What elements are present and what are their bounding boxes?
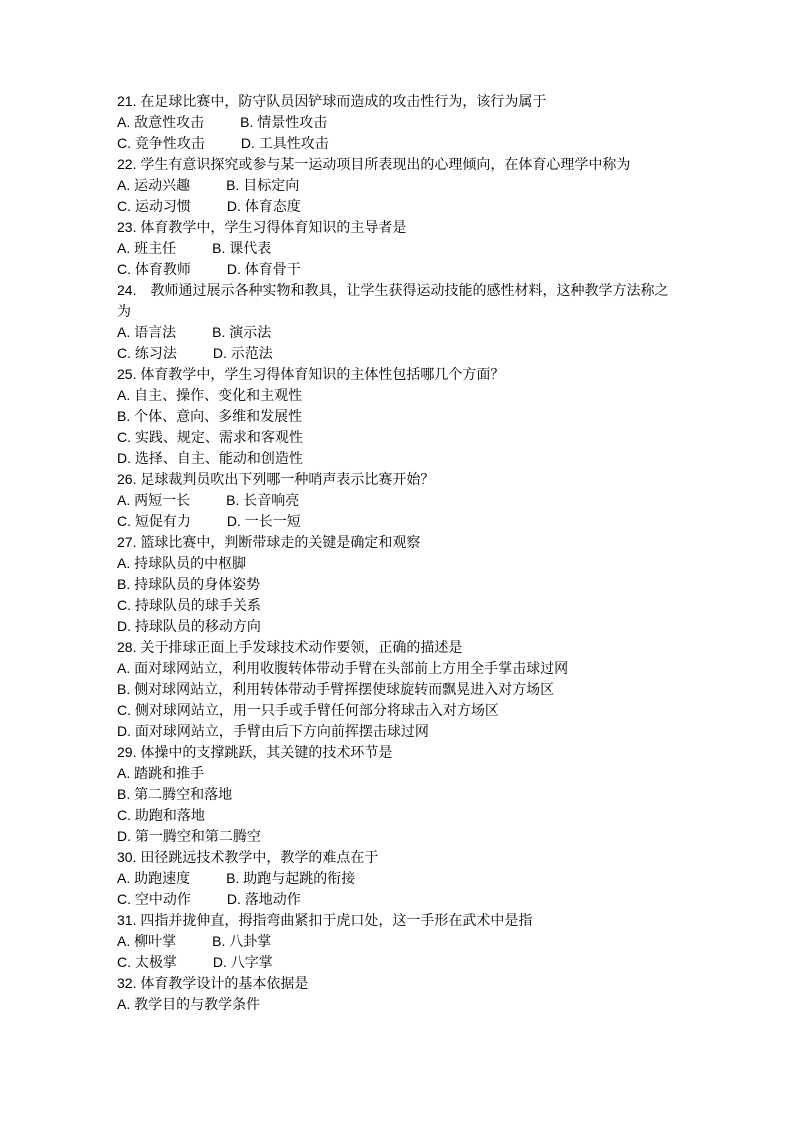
option-text: D. 体育态度 [226, 198, 301, 214]
option-row [117, 406, 737, 427]
option-text: D. 示范法 [212, 345, 273, 361]
option-row [117, 805, 737, 826]
question-stem-line: 21. 在足球比赛中，防守队员因铲球而造成的攻击性行为，该行为属于 [117, 93, 547, 109]
option-text: D. 体育骨干 [226, 261, 301, 277]
question-block-32 [117, 973, 737, 1015]
option-text: D. 选择、自主、能动和创造性 [117, 450, 303, 466]
option-text: A. 教学目的与教学条件 [117, 996, 261, 1012]
question-stem-line: 26. 足球裁判员吹出下列哪一种哨声表示比赛开始？ [117, 471, 435, 487]
option-text: C. 实践、规定、需求和客观性 [117, 429, 303, 445]
question-stem-line: 23. 体育教学中，学生习得体育知识的主导者是 [117, 219, 407, 235]
question-block-31 [117, 910, 737, 973]
option-row [117, 238, 737, 259]
option-row [117, 721, 737, 742]
question-block-30 [117, 847, 737, 910]
option-text: D. 一长一短 [226, 513, 301, 529]
option-text: A. 敌意性攻击 [117, 114, 205, 130]
option-text: B. 持球队员的身体姿势 [117, 576, 261, 592]
option-text: B. 课代表 [212, 240, 272, 256]
option-row [117, 553, 737, 574]
option-text: B. 八卦掌 [212, 933, 272, 949]
option-row [117, 616, 737, 637]
exam-questions-list [117, 91, 737, 1015]
option-text: B. 侧对球网站立，利用转体带动手臂挥摆使球旋转而飘晃进入对方场区 [117, 681, 555, 697]
option-row [117, 574, 737, 595]
question-block-26 [117, 469, 737, 532]
option-row [117, 343, 737, 364]
option-row [117, 490, 737, 511]
option-text: B. 助跑与起跳的衔接 [226, 870, 356, 886]
option-text: A. 班主任 [117, 240, 177, 256]
option-row [117, 322, 737, 343]
option-text: C. 体育教师 [117, 261, 191, 277]
option-text: A. 两短一长 [117, 492, 191, 508]
option-row [117, 763, 737, 784]
question-stem-line: 25. 体育教学中，学生习得体育知识的主体性包括哪几个方面？ [117, 366, 505, 382]
question-block-23 [117, 217, 737, 280]
question-stem-line: 29. 体操中的支撑跳跃，其关键的技术环节是 [117, 744, 393, 760]
option-text: A. 语言法 [117, 324, 177, 340]
option-row [117, 931, 737, 952]
option-text: A. 助跑速度 [117, 870, 191, 886]
option-row [117, 952, 737, 973]
option-row [117, 658, 737, 679]
option-row [117, 700, 737, 721]
question-stem-line: 32. 体育教学设计的基本依据是 [117, 975, 309, 991]
option-text: D. 面对球网站立，手臂由后下方向前挥摆击球过网 [117, 723, 429, 739]
question-stem-line: 27. 篮球比赛中，判断带球走的关键是确定和观察 [117, 534, 421, 550]
option-text: C. 练习法 [117, 345, 177, 361]
option-text: C. 竞争性攻击 [117, 135, 205, 151]
question-stem-line: 28. 关于排球正面上手发球技术动作要领，正确的描述是 [117, 639, 463, 655]
option-row [117, 826, 737, 847]
question-stem-line: 22. 学生有意识探究或参与某一运动项目所表现出的心理倾向，在体育心理学中称为 [117, 156, 631, 172]
option-text: A. 踏跳和推手 [117, 765, 205, 781]
option-text: D. 持球队员的移动方向 [117, 618, 261, 634]
option-row [117, 133, 737, 154]
option-text: B. 演示法 [212, 324, 272, 340]
question-block-24 [117, 280, 737, 364]
option-text: B. 长音响亮 [226, 492, 300, 508]
option-text: A. 持球队员的中枢脚 [117, 555, 247, 571]
option-text: B. 目标定向 [226, 177, 300, 193]
option-row [117, 784, 737, 805]
option-row [117, 385, 737, 406]
option-row [117, 448, 737, 469]
option-text: A. 运动兴趣 [117, 177, 191, 193]
option-row [117, 112, 737, 133]
option-text: D. 八字掌 [212, 954, 273, 970]
option-text: C. 太极掌 [117, 954, 177, 970]
option-row [117, 427, 737, 448]
question-block-21 [117, 91, 737, 154]
question-stem-line: 31. 四指并拢伸直，拇指弯曲紧扣于虎口处，这一手形在武术中是指 [117, 912, 533, 928]
option-text: C. 持球队员的球手关系 [117, 597, 261, 613]
option-row [117, 175, 737, 196]
option-row [117, 511, 737, 532]
option-text: C. 空中动作 [117, 891, 191, 907]
option-row [117, 259, 737, 280]
option-text: D. 工具性攻击 [240, 135, 329, 151]
question-block-28 [117, 637, 737, 742]
option-row [117, 868, 737, 889]
option-text: A. 面对球网站立，利用收腹转体带动手臂在头部前上方用全手掌击球过网 [117, 660, 569, 676]
question-block-27 [117, 532, 737, 637]
option-row [117, 994, 737, 1015]
question-block-22 [117, 154, 737, 217]
option-text: C. 运动习惯 [117, 198, 191, 214]
option-row [117, 679, 737, 700]
option-text: C. 侧对球网站立，用一只手或手臂任何部分将球击入对方场区 [117, 702, 499, 718]
question-block-29 [117, 742, 737, 847]
option-text: A. 自主、操作、变化和主观性 [117, 387, 303, 403]
option-text: C. 助跑和落地 [117, 807, 205, 823]
option-text: A. 柳叶掌 [117, 933, 177, 949]
option-row [117, 196, 737, 217]
option-text: B. 情景性攻击 [240, 114, 328, 130]
option-row [117, 889, 737, 910]
option-text: B. 个体、意向、多维和发展性 [117, 408, 303, 424]
question-stem-line: 为 [117, 303, 131, 319]
question-block-25 [117, 364, 737, 469]
option-text: D. 第一腾空和第二腾空 [117, 828, 261, 844]
option-text: D. 落地动作 [226, 891, 301, 907]
question-stem-line: 24. 教师通过展示各种实物和教具，让学生获得运动技能的感性材料，这种教学方法称之 [117, 282, 669, 298]
option-text: B. 第二腾空和落地 [117, 786, 233, 802]
option-text: C. 短促有力 [117, 513, 191, 529]
question-stem-line: 30. 田径跳远技术教学中，教学的难点在于 [117, 849, 379, 865]
option-row [117, 595, 737, 616]
